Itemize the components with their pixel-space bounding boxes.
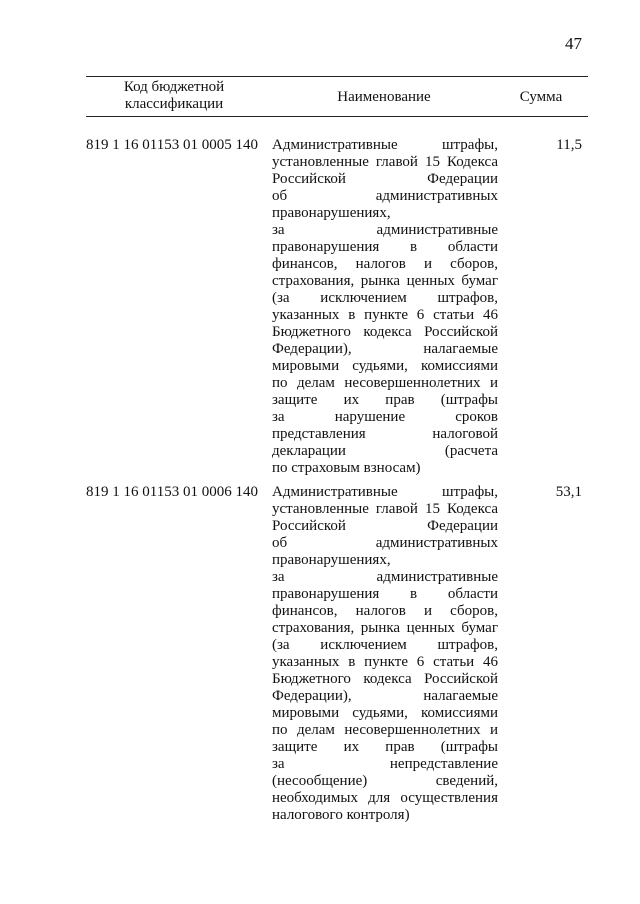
- name-line: об административных: [272, 535, 498, 551]
- row-sum: 11,5: [556, 137, 582, 153]
- name-line: Федерации), налагаемые: [272, 341, 498, 357]
- name-line: правонарушения в области: [272, 586, 498, 602]
- name-line: за административные: [272, 222, 498, 238]
- name-line: Административные штрафы,: [272, 137, 498, 153]
- name-line: страхования, рынка ценных бумаг: [272, 273, 498, 289]
- name-line: защите их прав (штрафы: [272, 739, 498, 755]
- name-line: финансов, налогов и сборов,: [272, 603, 498, 619]
- name-line: правонарушениях,: [272, 552, 391, 568]
- name-line: Российской Федерации: [272, 518, 498, 534]
- name-line: мировыми судьями, комиссиями: [272, 358, 498, 374]
- table-header-rule: [86, 116, 588, 117]
- name-line: за нарушение сроков: [272, 409, 498, 425]
- row-name: [272, 484, 498, 824]
- name-line: установленные главой 15 Кодекса: [272, 501, 498, 517]
- name-line: Российской Федерации: [272, 171, 498, 187]
- header-code: Код бюджетной классификации: [123, 79, 225, 112]
- name-line: правонарушения в области: [272, 239, 498, 255]
- row-code: 819 1 16 01153 01 0005 140: [86, 137, 258, 153]
- name-line: финансов, налогов и сборов,: [272, 256, 498, 272]
- name-line: (несообщение) сведений,: [272, 773, 498, 789]
- name-line: за непредставление: [272, 756, 498, 772]
- name-line: установленные главой 15 Кодекса: [272, 154, 498, 170]
- page-number: 47: [565, 34, 582, 53]
- header-sum: Сумма: [519, 89, 563, 105]
- name-line: страхования, рынка ценных бумаг: [272, 620, 498, 636]
- name-line: об административных: [272, 188, 498, 204]
- name-line: декларации (расчета: [272, 443, 498, 459]
- row-sum: 53,1: [555, 484, 582, 500]
- name-line: мировыми судьями, комиссиями: [272, 705, 498, 721]
- header-name: Наименование: [337, 89, 431, 105]
- name-line: необходимых для осуществления: [272, 790, 498, 806]
- row-code: 819 1 16 01153 01 0006 140: [86, 484, 258, 500]
- name-line: за административные: [272, 569, 498, 585]
- name-line: по страховым взносам): [272, 460, 421, 476]
- name-line: налогового контроля): [272, 807, 410, 823]
- name-line: Бюджетного кодекса Российской: [272, 324, 498, 340]
- name-line: Административные штрафы,: [272, 484, 498, 500]
- table-top-rule: [86, 76, 588, 77]
- name-line: (за исключением штрафов,: [272, 637, 498, 653]
- name-line: защите их прав (штрафы: [272, 392, 498, 408]
- name-line: представления налоговой: [272, 426, 498, 442]
- name-line: правонарушениях,: [272, 205, 391, 221]
- name-line: указанных в пункте 6 статьи 46: [272, 654, 498, 670]
- name-line: по делам несовершеннолетних и: [272, 375, 498, 391]
- name-line: по делам несовершеннолетних и: [272, 722, 498, 738]
- row-name: [272, 137, 498, 477]
- name-line: (за исключением штрафов,: [272, 290, 498, 306]
- name-line: указанных в пункте 6 статьи 46: [272, 307, 498, 323]
- name-line: Бюджетного кодекса Российской: [272, 671, 498, 687]
- name-line: Федерации), налагаемые: [272, 688, 498, 704]
